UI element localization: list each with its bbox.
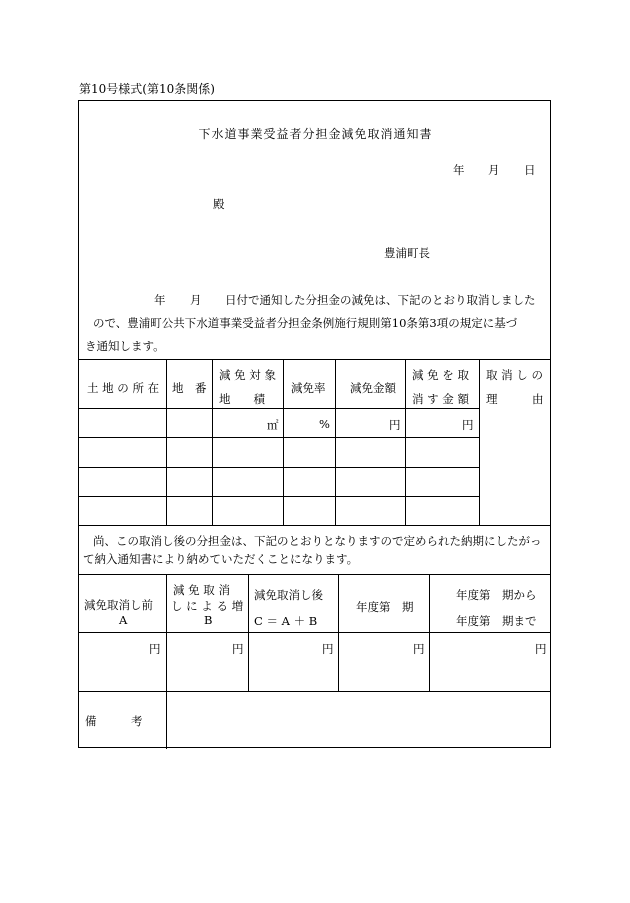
- header-area-line2: 地 積: [219, 392, 265, 406]
- table2-top-border: [79, 574, 550, 575]
- document-title: 下水道事業受益者分担金減免取消通知書: [198, 127, 433, 141]
- unit-percent: %: [319, 417, 330, 431]
- header-cancel-reason-line2: 理 由: [486, 392, 544, 406]
- table1-row-border: [79, 496, 479, 497]
- table1-header-border: [79, 408, 479, 409]
- table1-row-border: [79, 467, 479, 468]
- unit-yen-reduction: 円: [389, 418, 401, 432]
- unit-yen-period: 円: [413, 642, 425, 656]
- note-line1: 尚、この取消し後の分担金は、下記のとおりとなりますので定められた納期にしたがっ: [93, 534, 542, 548]
- issuer-name: 豊浦町長: [384, 246, 430, 260]
- table2-col-divider: [248, 574, 249, 691]
- addressee-suffix: 殿: [213, 197, 225, 211]
- unit-yen-increase: 円: [232, 642, 244, 656]
- header-land-location: 土 地 の 所 在: [87, 381, 160, 395]
- table1-row-border: [79, 437, 479, 438]
- note-line2: て納入通知書により納めていただくことになります。: [83, 552, 359, 566]
- notice-form: [78, 100, 551, 748]
- header-period-to: 年度第 期まで: [456, 614, 537, 628]
- header-fiscal-period: 年度第 期: [356, 600, 414, 614]
- header-increase-line1: 減 免 取 消: [173, 583, 230, 597]
- unit-yen-cancel: 円: [462, 418, 474, 432]
- date-month: 月: [488, 163, 500, 177]
- table2-bottom-border: [79, 691, 550, 692]
- table1-col-divider: [166, 359, 167, 525]
- header-area-line1: 減 免 対 象: [219, 368, 276, 382]
- header-reduction-amount: 減免金額: [350, 381, 396, 395]
- header-after-formula: C ＝ A ＋ B: [254, 614, 318, 628]
- unit-yen-before: 円: [149, 642, 161, 656]
- table1-col-divider: [283, 359, 284, 525]
- header-increase-b: B: [204, 613, 213, 627]
- unit-yen-after: 円: [322, 642, 334, 656]
- date-day: 日: [524, 163, 536, 177]
- header-before-cancel: 減免取消し前: [84, 598, 153, 612]
- header-increase-line2: し に よ る 増: [171, 599, 244, 613]
- date-year: 年: [453, 163, 465, 177]
- table2-col-divider: [429, 574, 430, 691]
- table1-col-divider: [335, 359, 336, 525]
- body-year: 年: [154, 293, 166, 307]
- header-cancel-amount-line1: 減 免 を 取: [412, 368, 469, 382]
- table1-col-divider: [405, 359, 406, 525]
- header-after-cancel: 減免取消し後: [254, 588, 323, 602]
- table1-bottom-border: [79, 525, 550, 526]
- body-line3: き通知します。: [85, 339, 165, 353]
- body-month: 月: [190, 293, 202, 307]
- header-cancel-amount-line2: 消 す 金 額: [412, 392, 469, 406]
- header-period-from: 年度第 期から: [456, 588, 537, 602]
- header-before-cancel-a: A: [119, 613, 128, 627]
- body-line1: 日付で通知した分担金の減免は、下記のとおり取消しました: [225, 293, 536, 307]
- header-cancel-reason-line1: 取 消 し の: [486, 368, 543, 382]
- remarks-label: 備 考: [85, 714, 143, 728]
- header-lot-number: 地 番: [172, 381, 207, 395]
- unit-yen-range: 円: [535, 642, 547, 656]
- header-reduction-rate: 減免率: [291, 381, 326, 395]
- table2-col-divider: [338, 574, 339, 691]
- table2-header-border: [79, 632, 550, 633]
- table1-col-divider: [212, 359, 213, 525]
- table2-col-divider: [166, 574, 167, 749]
- body-line2: ので、豊浦町公共下水道事業受益者分担金条例施行規則第10条第3項の規定に基づ: [93, 316, 518, 330]
- form-number-label: 第10号様式(第10条関係): [79, 82, 215, 96]
- unit-square-meter: ㎡: [267, 418, 279, 432]
- table1-col-divider: [479, 359, 480, 525]
